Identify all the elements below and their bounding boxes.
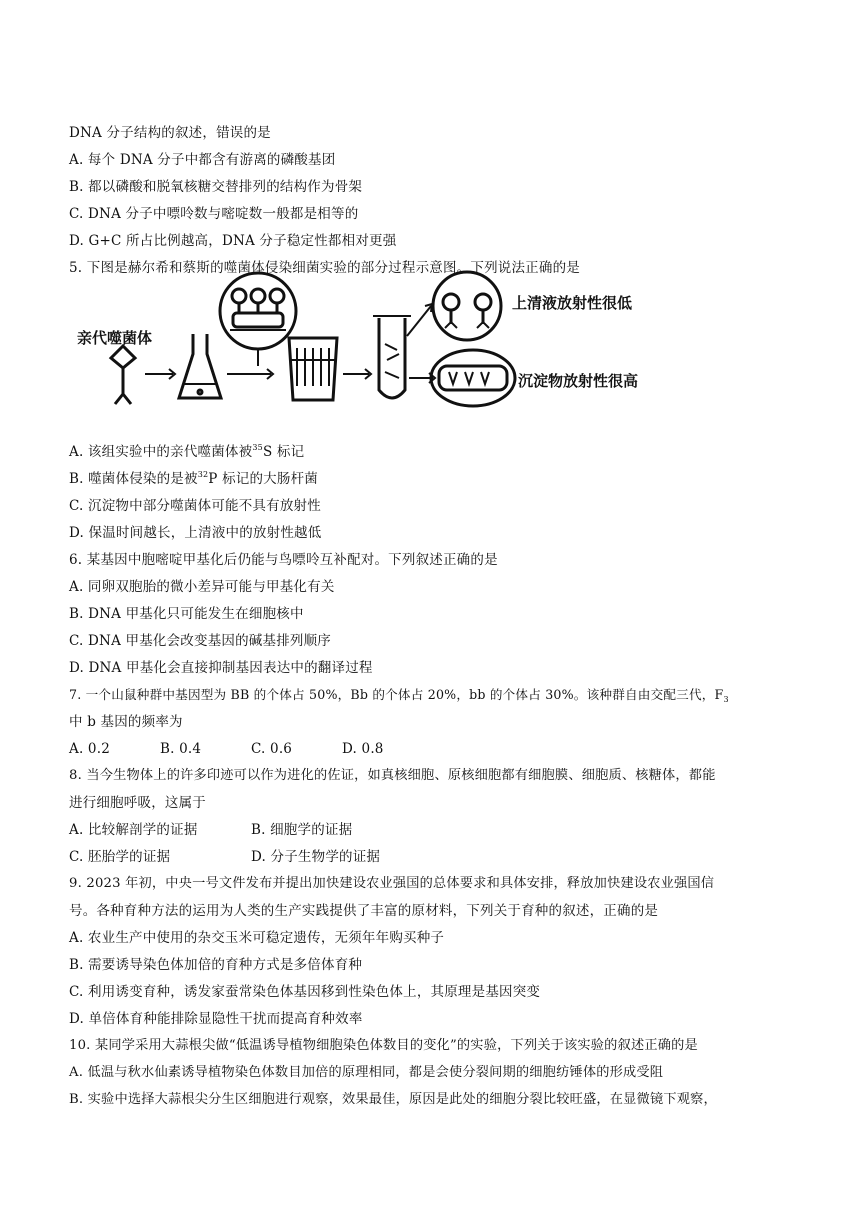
q8-option-b: B. 细胞学的证据: [251, 822, 353, 838]
q7-option-d: D. 0.8: [342, 741, 384, 757]
q10-stem: 10. 某同学采用大蒜根尖做“低温诱导植物细胞染色体数目的变化”的实验，下列关于该实验的叙述正确的是: [69, 1038, 698, 1053]
blender-icon: [289, 338, 337, 400]
q5-option-b: B. 噬菌体侵染的是被$^{32}$P 标记的大肠杆菌: [69, 470, 318, 487]
phage-experiment-figure: [75, 266, 675, 418]
q9-option-a: A. 农业生产中使用的杂交玉米可稳定遗传，无须年年购买种子: [69, 930, 445, 946]
q8-option-c: C. 胚胎学的证据: [69, 849, 171, 865]
centrifuge-tube-icon: [373, 316, 411, 398]
q9-option-c: C. 利用诱变育种，诱发家蚕常染色体基因移到性染色体上，其原理是基因突变: [69, 984, 541, 1000]
q6-option-d: D. DNA 甲基化会直接抑制基因表达中的翻译过程: [69, 660, 373, 676]
q9-option-b: B. 需要诱导染色体加倍的育种方式是多倍体育种: [69, 957, 363, 973]
q6-option-b: B. DNA 甲基化只可能发生在细胞核中: [69, 606, 304, 622]
sediment-bacteria-icon: [431, 350, 515, 406]
q8-stem-line2: 进行细胞呼吸，这属于: [69, 795, 206, 811]
q10-option-b: B. 实验中选择大蒜根尖分生区细胞进行观察，效果最佳，原因是此处的细胞分裂比较旺盛，在显微镜下观察，: [69, 1092, 717, 1107]
q4-option-d: D. G+C 所占比例越高，DNA 分子稳定性都相对更强: [69, 233, 397, 249]
q8-option-d: D. 分子生物学的证据: [251, 849, 381, 865]
q6-option-a: A. 同卵双胞胎的微小差异可能与甲基化有关: [69, 579, 335, 595]
q4-option-c: C. DNA 分子中嘌呤数与嘧啶数一般都是相等的: [69, 206, 359, 222]
q8-options-cd: [69, 848, 380, 866]
q5-stem: 5. 下图是赫尔希和蔡斯的噬菌体侵染细菌实验的部分过程示意图。下列说法正确的是: [69, 260, 580, 276]
infection-closeup-icon: [220, 273, 296, 349]
q9-stem: 9. 2023 年初，中央一号文件发布并提出加快建设农业强国的总体要求和具体安排，释放加快建设农业强国信: [69, 876, 715, 891]
q9-stem-line2: 号。各种育种方法的运用为人类的生产实践提供了丰富的原材料，下列关于育种的叙述，正确的是: [69, 903, 659, 919]
parent-phage-icon: [111, 346, 135, 404]
q4-option-b: B. 都以磷酸和脱氧核糖交替排列的结构作为骨架: [69, 179, 363, 195]
q4-option-a: A. 每个 DNA 分子中都含有游离的磷酸基团: [69, 152, 336, 168]
q7-option-b: B. 0.4: [160, 741, 202, 757]
q5-option-a: A. 该组实验中的亲代噬菌体被$^{35}$S 标记: [69, 443, 305, 460]
q5-option-d: D. 保温时间越长，上清液中的放射性越低: [69, 525, 322, 541]
q6-option-c: C. DNA 甲基化会改变基因的碱基排列顺序: [69, 633, 332, 649]
q6-stem: 6. 某基因中胞嘧啶甲基化后仍能与鸟嘌呤互补配对。下列叙述正确的是: [69, 552, 498, 568]
q8-stem: 8. 当今生物体上的许多印迹可以作为进化的佐证，如真核细胞、原核细胞都有细胞膜、细胞质、核糖体，都能: [69, 768, 716, 783]
label-supernatant: 上清液放射性很低: [512, 294, 633, 312]
flask-icon: [179, 334, 221, 398]
label-sediment: 沉淀物放射性很高: [518, 372, 639, 390]
q7-stem-line2: 中 b 基因的频率为: [69, 714, 183, 730]
supernatant-phage-icon: [433, 272, 501, 340]
q4-stem-tail: DNA 分子结构的叙述，错误的是: [69, 125, 271, 141]
label-parent-phage: 亲代噬菌体: [77, 329, 153, 347]
q7-options: [69, 740, 384, 758]
q9-option-d: D. 单倍体育种能排除显隐性干扰而提高育种效率: [69, 1011, 363, 1027]
q8-options-ab: [69, 821, 352, 839]
q7-option-a: A. 0.2: [69, 741, 111, 757]
q10-option-a: A. 低温与秋水仙素诱导植物染色体数目加倍的原理相同，都是会使分裂间期的细胞纺锤体的形成受阻: [69, 1065, 664, 1080]
q5-option-c: C. 沉淀物中部分噬菌体可能不具有放射性: [69, 498, 321, 514]
q8-option-a: A. 比较解剖学的证据: [69, 822, 198, 838]
q7-stem: 7. 一个山鼠种群中基因型为 BB 的个体占 50%，Bb 的个体占 20%，bb 的个体占 30%。该种群自由交配三代，$F_3$: [69, 687, 729, 704]
q7-option-c: C. 0.6: [251, 741, 293, 757]
